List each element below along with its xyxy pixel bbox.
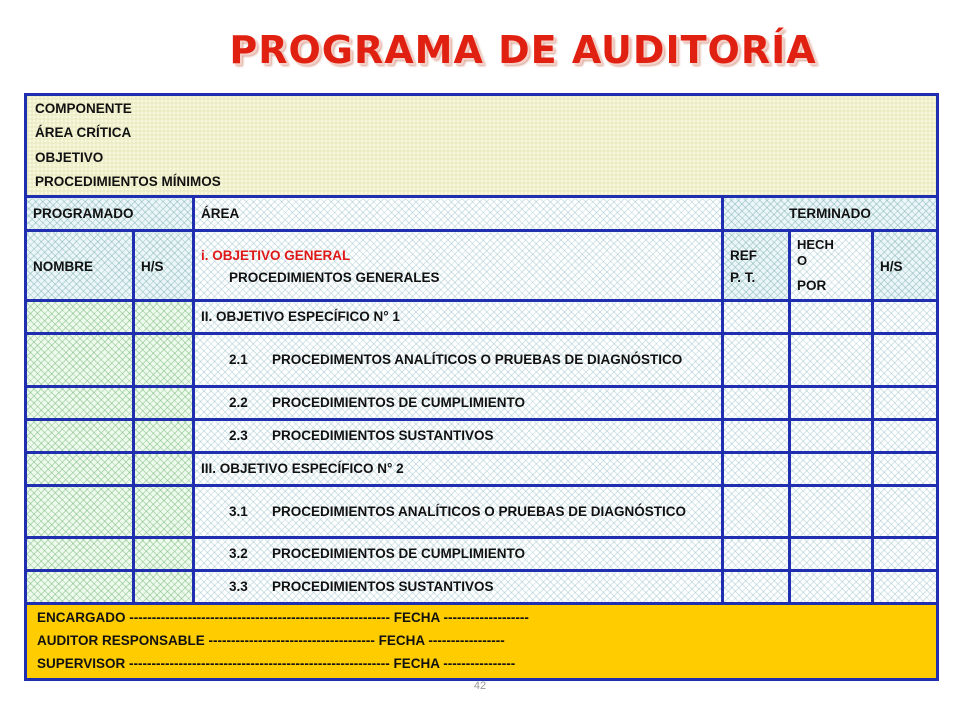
- procedure-text: PROCEDIMIENTOS SUSTANTIVOS: [272, 579, 494, 595]
- hs-terminado-cell[interactable]: [873, 387, 938, 420]
- signature-footer: [26, 604, 938, 680]
- hecho-por-header: [790, 231, 873, 301]
- signature-footer-row: [26, 604, 938, 680]
- procedure-number: 3.3: [229, 579, 248, 595]
- procedure-text: PROCEDIMIENTOS ANALÍTICOS O PRUEBAS DE DIAGNÓSTICO: [272, 503, 687, 519]
- header-procedimientos-minimos: PROCEDIMIENTOS MÍNIMOS: [35, 173, 221, 189]
- nombre-cell[interactable]: [26, 538, 134, 571]
- nombre-cell[interactable]: [26, 486, 134, 538]
- procedure-cell: [194, 387, 723, 420]
- table-row: [26, 301, 938, 334]
- nombre-cell[interactable]: [26, 334, 134, 387]
- hs-cell[interactable]: [134, 420, 194, 453]
- hs-header: H/S: [134, 231, 194, 301]
- nombre-cell[interactable]: [26, 571, 134, 604]
- page-number: 42: [473, 680, 487, 692]
- nombre-header: NOMBRE: [26, 231, 134, 301]
- procedure-cell: [194, 334, 723, 387]
- procedure-number: 3.1: [229, 503, 248, 519]
- hs-cell[interactable]: [134, 301, 194, 334]
- hecho-label-1: HECH: [797, 236, 834, 252]
- hecho-label-3: POR: [797, 278, 827, 294]
- objetivo-general-label: i. OBJETIVO GENERAL: [201, 248, 351, 264]
- hecho-por-cell[interactable]: [790, 301, 873, 334]
- ref-cell[interactable]: [723, 453, 790, 486]
- table-row: [26, 538, 938, 571]
- table-row: [26, 387, 938, 420]
- ref-label: REF: [730, 248, 757, 264]
- hecho-por-cell[interactable]: [790, 571, 873, 604]
- supervisor-line: SUPERVISOR ---------------------------------------------------------- FECHA ----------------: [37, 655, 516, 671]
- hs-terminado-header: H/S: [873, 231, 938, 301]
- hs-terminado-cell[interactable]: [873, 571, 938, 604]
- table-row: [26, 486, 938, 538]
- procedure-text: PROCEDIMIENTOS DE CUMPLIMIENTO: [272, 546, 526, 562]
- procedure-text: PROCEDIMIENTOS DE CUMPLIMIENTO: [272, 395, 526, 411]
- hs-terminado-cell[interactable]: [873, 420, 938, 453]
- procedure-cell: [194, 538, 723, 571]
- nombre-cell[interactable]: [26, 453, 134, 486]
- hs-terminado-cell[interactable]: [873, 453, 938, 486]
- procedimientos-generales-label: PROCEDIMIENTOS GENERALES: [229, 270, 440, 285]
- procedure-text: PROCEDIMENTOS ANALÍTICOS O PRUEBAS DE DIAGNÓSTICO: [272, 352, 683, 368]
- nombre-cell[interactable]: [26, 387, 134, 420]
- objetivo-1-label: II. OBJETIVO ESPECÍFICO N° 1: [194, 301, 723, 334]
- hs-cell[interactable]: [134, 538, 194, 571]
- encargado-line: ENCARGADO ---------------------------------------------------------- FECHA -------------------: [37, 610, 529, 626]
- table-row: [26, 571, 938, 604]
- hs-cell[interactable]: [134, 453, 194, 486]
- objetivo-2-label: III. OBJETIVO ESPECÍFICO N° 2: [194, 453, 723, 486]
- procedure-cell: [194, 571, 723, 604]
- hecho-por-cell[interactable]: [790, 538, 873, 571]
- ref-cell[interactable]: [723, 301, 790, 334]
- procedure-number: 2.2: [229, 395, 248, 411]
- audit-program-table: [24, 93, 939, 681]
- hs-cell[interactable]: [134, 334, 194, 387]
- hs-cell[interactable]: [134, 486, 194, 538]
- hs-terminado-cell[interactable]: [873, 486, 938, 538]
- ref-cell[interactable]: [723, 420, 790, 453]
- ref-header: [723, 231, 790, 301]
- hecho-por-cell[interactable]: [790, 334, 873, 387]
- column-group-row: [26, 197, 938, 231]
- area-header: ÁREA: [194, 197, 723, 231]
- ref-cell[interactable]: [723, 571, 790, 604]
- hecho-label-2: O: [797, 253, 808, 269]
- procedure-number: 2.3: [229, 428, 248, 444]
- table-row: [26, 334, 938, 387]
- header-componente: COMPONENTE: [35, 101, 132, 117]
- page-title: PROGRAMA DE AUDITORÍA: [229, 28, 817, 72]
- hecho-por-cell[interactable]: [790, 387, 873, 420]
- header-info-cell: [26, 95, 938, 197]
- ref-cell[interactable]: [723, 486, 790, 538]
- pt-label: P. T.: [730, 270, 756, 285]
- auditor-responsable-line: AUDITOR RESPONSABLE ------------------------------------- FECHA -----------------: [37, 633, 505, 649]
- hs-cell[interactable]: [134, 387, 194, 420]
- ref-cell[interactable]: [723, 387, 790, 420]
- programado-header: PROGRAMADO: [26, 197, 194, 231]
- nombre-cell[interactable]: [26, 420, 134, 453]
- hs-terminado-cell[interactable]: [873, 334, 938, 387]
- table-row: [26, 453, 938, 486]
- procedure-number: 3.2: [229, 546, 248, 562]
- procedure-cell: [194, 486, 723, 538]
- procedure-number: 2.1: [229, 352, 248, 368]
- header-objetivo: OBJETIVO: [35, 149, 104, 165]
- hecho-por-cell[interactable]: [790, 420, 873, 453]
- hs-terminado-cell[interactable]: [873, 538, 938, 571]
- table-row: [26, 420, 938, 453]
- hs-cell[interactable]: [134, 571, 194, 604]
- header-area-critica: ÁREA CRÍTICA: [35, 125, 132, 141]
- ref-cell[interactable]: [723, 538, 790, 571]
- hecho-por-cell[interactable]: [790, 453, 873, 486]
- hecho-por-cell[interactable]: [790, 486, 873, 538]
- nombre-cell[interactable]: [26, 301, 134, 334]
- terminado-header: TERMINADO: [723, 197, 938, 231]
- header-info-row: [26, 95, 938, 197]
- procedure-text: PROCEDIMIENTOS SUSTANTIVOS: [272, 428, 494, 444]
- column-header-row: [26, 231, 938, 301]
- objetivo-general-cell: [194, 231, 723, 301]
- hs-terminado-cell[interactable]: [873, 301, 938, 334]
- ref-cell[interactable]: [723, 334, 790, 387]
- procedure-cell: [194, 420, 723, 453]
